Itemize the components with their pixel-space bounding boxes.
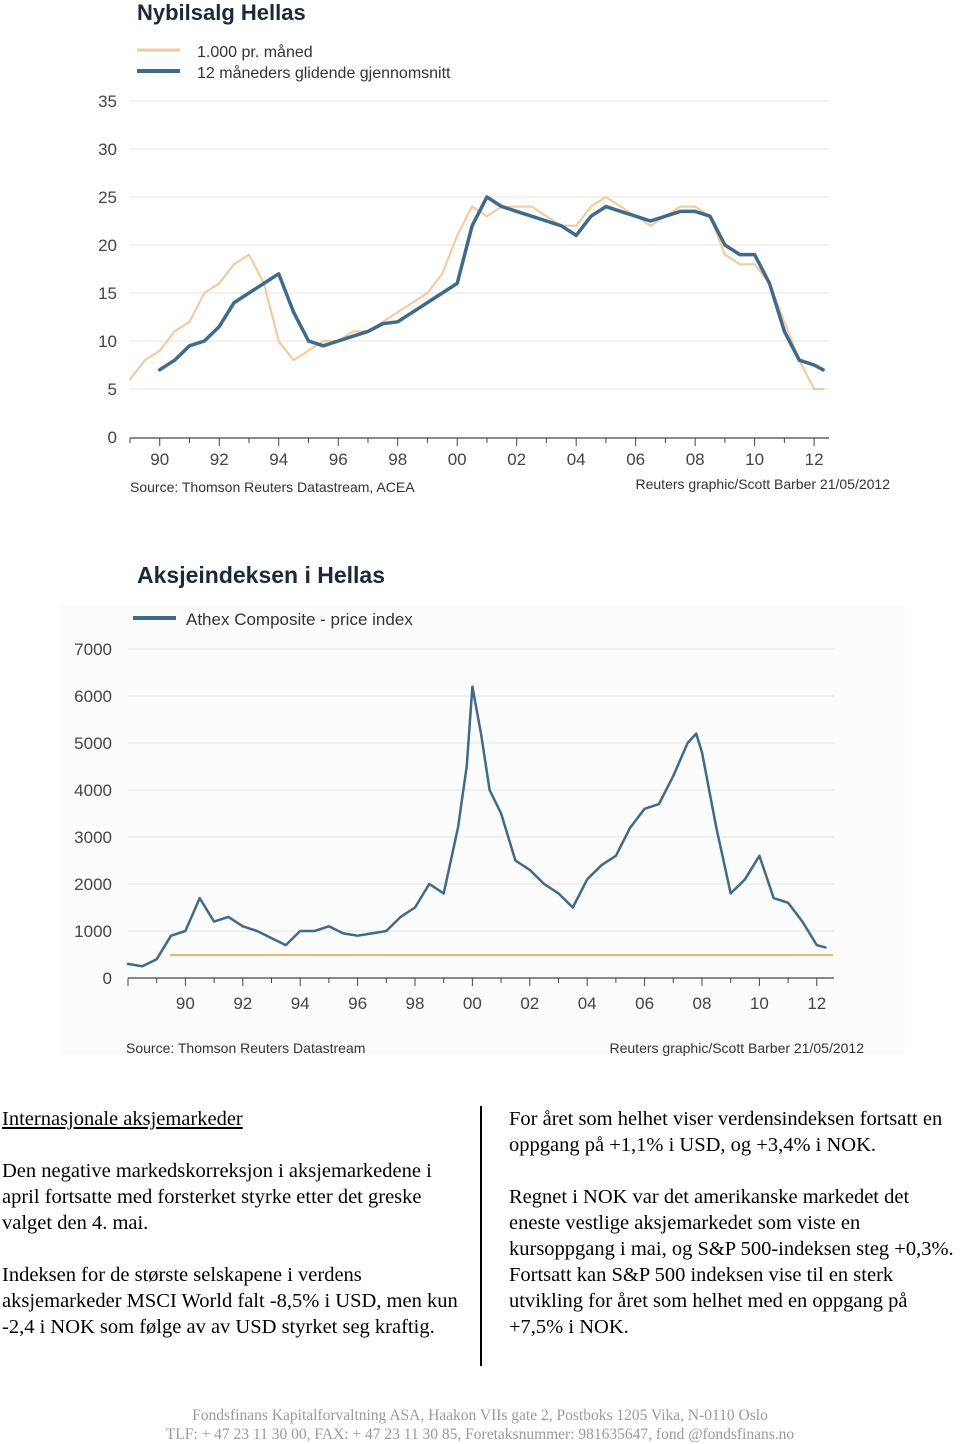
car-sales-chart (0, 0, 960, 510)
stock-index-chart-title: Aksjeindeksen i Hellas (137, 562, 386, 588)
c1-x-tick-label: 08 (685, 450, 705, 469)
left-paragraph-1: Den negative markedskorreksjon i aksjemarkedene i april fortsatte med forsterket styrke etter det greske valget den 4. mai. (2, 1160, 432, 1234)
car-sales-chart-svg (0, 0, 960, 510)
c2-x-tick-label: 02 (520, 994, 540, 1013)
c1-y-tick-label: 5 (107, 380, 117, 399)
c1-y-tick-label: 0 (107, 428, 117, 447)
c2-y-tick-label: 4000 (74, 781, 112, 800)
c2-y-tick-label: 5000 (74, 734, 112, 753)
c1-y-tick-label: 20 (98, 236, 117, 255)
car-sales-chart-title: Nybilsalg Hellas (137, 0, 306, 25)
c1-x-tick-label: 02 (507, 450, 527, 469)
commentary-columns (0, 1106, 960, 1368)
c2-x-tick-label: 98 (405, 994, 425, 1013)
c1-x-tick-label: 98 (388, 450, 408, 469)
c1-x-tick-label: 92 (209, 450, 229, 469)
legend-label-average: 12 måneders glidende gjennomsnitt (197, 65, 451, 82)
c2-x-tick-label: 96 (348, 994, 368, 1013)
c1-x-tick-label: 04 (566, 450, 586, 469)
c1-x-tick-label: 06 (626, 450, 646, 469)
c2-y-tick-label: 0 (102, 969, 112, 988)
c2-y-tick-label: 1000 (74, 922, 112, 941)
c1-x-tick-label: 10 (745, 450, 765, 469)
c1-series-line-1 (160, 197, 823, 370)
car-sales-credit: Reuters graphic/Scott Barber 21/05/2012 (635, 476, 890, 492)
c2-x-tick-label: 08 (692, 994, 712, 1013)
footer-address: Fondsfinans Kapitalforvaltning ASA, Haakon VIIs gate 2, Postboks 1205 Vika, N-0110 Oslo (192, 1407, 768, 1424)
c2-x-tick-label: 10 (749, 994, 769, 1013)
c1-y-tick-label: 10 (98, 332, 117, 351)
c1-y-tick-label: 15 (98, 284, 117, 303)
c2-y-tick-label: 7000 (74, 640, 112, 659)
legend-label-athex: Athex Composite - price index (186, 610, 413, 629)
stock-index-plot-background (60, 605, 905, 1055)
c2-x-tick-label: 12 (807, 994, 827, 1013)
c2-x-tick-label: 92 (233, 994, 253, 1013)
right-paragraph-1: For året som helhet viser verdensindeksen fortsatt en oppgang på +1,1% i USD, og +3,4% i NOK. (509, 1108, 943, 1156)
stock-index-chart (0, 545, 960, 1060)
c2-x-tick-label: 04 (577, 994, 597, 1013)
stock-index-chart-svg (0, 545, 960, 1060)
c2-x-tick-label: 90 (175, 994, 195, 1013)
c1-x-tick-label: 90 (150, 450, 170, 469)
c1-y-tick-label: 35 (98, 92, 117, 111)
column-divider (480, 1106, 482, 1366)
c2-x-tick-label: 06 (635, 994, 655, 1013)
stock-index-source: Source: Thomson Reuters Datastream (126, 1040, 366, 1056)
c1-x-tick-label: 96 (328, 450, 348, 469)
c2-y-tick-label: 3000 (74, 828, 112, 847)
c2-y-tick-label: 2000 (74, 875, 112, 894)
legend-label-monthly: 1.000 pr. måned (197, 44, 313, 61)
c1-y-tick-label: 25 (98, 188, 117, 207)
right-column (509, 1106, 960, 1366)
car-sales-source: Source: Thomson Reuters Datastream, ACEA (130, 479, 415, 495)
c2-x-tick-label: 00 (462, 994, 482, 1013)
left-paragraph-2: Indeksen for de største selskapene i verdens aksjemarkeder MSCI World falt -8,5% i USD, men kun -2,4 i NOK som følge av av USD styrket seg kraftig. (2, 1264, 458, 1338)
c1-x-tick-label: 94 (269, 450, 289, 469)
section-heading: Internasjonale aksjemarkeder (2, 1108, 243, 1130)
stock-index-credit: Reuters graphic/Scott Barber 21/05/2012 (609, 1040, 864, 1056)
footer-contact: TLF: + 47 23 11 30 00, FAX: + 47 23 11 30 85, Foretaksnummer: 981635647, fond @fondsfinans.no (165, 1426, 795, 1443)
c1-x-tick-label: 12 (804, 450, 824, 469)
c1-x-tick-label: 00 (447, 450, 467, 469)
right-paragraph-2: Regnet i NOK var det amerikanske markedet det eneste vestlige aksjemarkedet som viste en kursoppgang i mai, og S&P 500-indeksen steg +0,3%. Fortsatt kan S&P 500 indeksen vise til en sterk utvikling for året som helhet med en oppgang på +7,5% i NOK. (509, 1186, 954, 1338)
c2-y-tick-label: 6000 (74, 687, 112, 706)
left-column (2, 1106, 472, 1366)
c1-y-tick-label: 30 (98, 140, 117, 159)
page-footer (0, 1406, 960, 1444)
c2-x-tick-label: 94 (290, 994, 310, 1013)
